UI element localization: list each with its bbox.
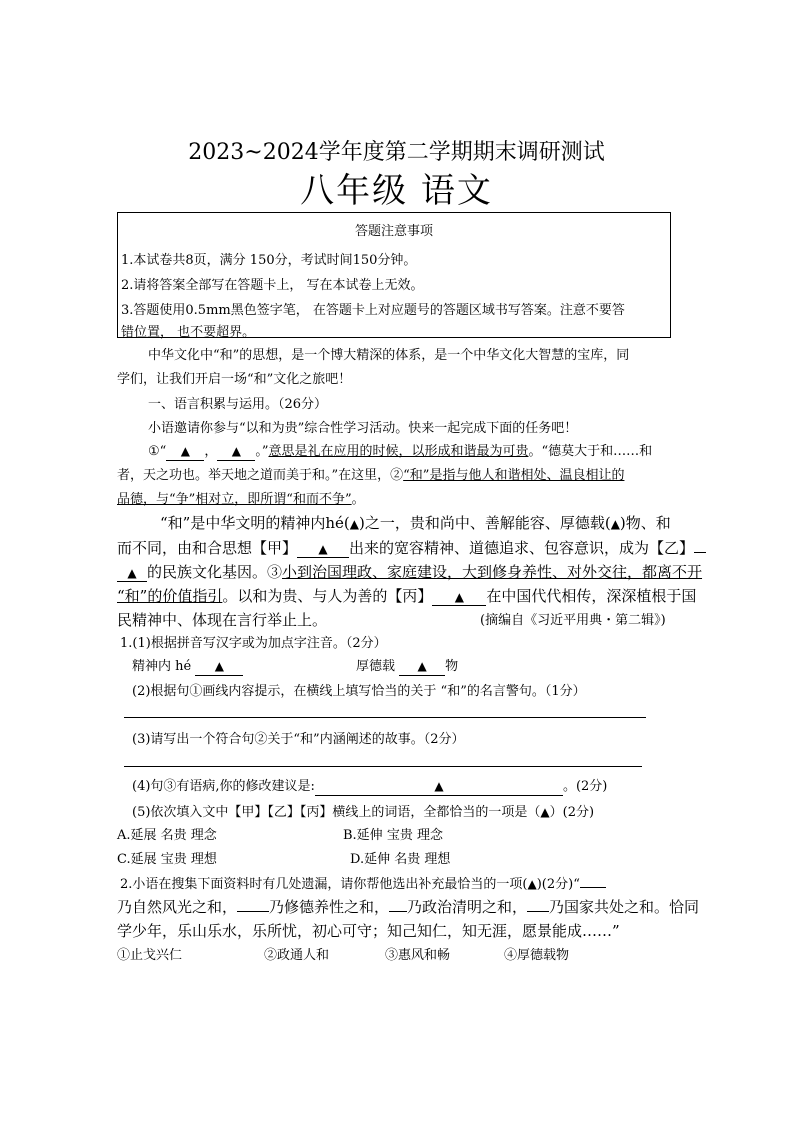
triangle-mark: ▲ xyxy=(434,779,444,793)
intro-line-2: 学们，让我们开启一场“和”文化之旅吧！ xyxy=(117,372,352,387)
q2-option-4: ④厚德载物 xyxy=(504,948,570,963)
passage2-line-5 xyxy=(117,609,327,631)
answer-line xyxy=(124,717,646,718)
text: 精神内 hé xyxy=(132,659,192,674)
q2-line-3: 学少年，乐山乐水，乐所忧，初心可守；知己知仁，知无涯，愿景能成……” xyxy=(117,922,620,940)
q1-part-5 xyxy=(132,802,594,823)
underlined-text: 意思是礼在应用的时候，以形成和谐最为可贵 xyxy=(268,444,529,459)
text: )(2分)“ xyxy=(536,877,580,892)
q1-fill-b xyxy=(356,657,458,677)
answer-line xyxy=(124,766,642,767)
answer-blank xyxy=(237,911,269,912)
text: 乃修德养性之和， xyxy=(269,898,390,916)
triangle-mark: ▲ xyxy=(417,659,427,673)
text: 在中国代代相传，深深植根于国 xyxy=(486,587,697,605)
text: 。“德莫大于和……和 xyxy=(528,444,653,459)
triangle-mark: ▲ xyxy=(454,590,464,604)
exam-subtitle: 八年级 语文 xyxy=(300,171,493,211)
q2-option-3: ③惠风和畅 xyxy=(385,948,451,963)
triangle-mark: ▲ xyxy=(214,659,224,673)
q1-fill-a xyxy=(132,657,243,677)
answer-blank xyxy=(217,443,255,461)
passage2-line-2 xyxy=(117,537,706,559)
passage2-line-1 xyxy=(160,512,671,535)
text: 者，天之功也。举天地之道而美于和。”在这里，② xyxy=(117,468,404,483)
notice-box xyxy=(117,212,671,338)
notice-item-3-cont: 错位置， 也不要超界。 xyxy=(121,325,256,340)
text: (4)句③有语病,你的修改建议是: xyxy=(132,779,315,794)
passage1-line-1 xyxy=(148,442,652,462)
text: 。以和为贵、与人为善的【丙】 xyxy=(222,587,433,605)
text: ）(2分) xyxy=(549,805,595,820)
text: )之一，贵和尚中、善解能容、厚德载( xyxy=(358,514,611,532)
intro-line-1: 中华文化中“和”的思想，是一个博大精深的体系，是一个中华文化大智慧的宝库，同 xyxy=(148,348,630,363)
text: 乃政治清明之和， xyxy=(407,898,528,916)
text: 物 xyxy=(445,659,459,674)
notice-item-3: 3.答题使用0.5mm黑色签字笔， 在答题卡上对应题号的答题区域书写答案。注意不要答 xyxy=(121,303,625,318)
q1-option-d: D.延伸 名贵 理想 xyxy=(350,852,451,867)
answer-blank xyxy=(389,911,407,912)
text: (5)依次填入文中【甲】【乙】【丙】横线上的词语，全都恰当的一项是（ xyxy=(132,805,541,820)
answer-blank-yi-start xyxy=(694,552,706,553)
q2-option-1: ①止戈兴仁 xyxy=(117,948,183,963)
q2-line-2 xyxy=(117,896,699,918)
q1-stem: 1.(1)根据拼音写汉字或为加点字注音。（2分） xyxy=(120,636,387,651)
text: ①“ xyxy=(148,444,167,459)
answer-blank xyxy=(580,887,606,888)
triangle-mark: ▲ xyxy=(231,444,241,458)
answer-blank xyxy=(399,658,445,676)
q1-part-4 xyxy=(132,777,607,797)
q1-option-c: C.延展 宝贵 理想 xyxy=(117,852,217,867)
triangle-mark: ▲ xyxy=(349,517,359,531)
section-1-heading: 一、语言积累与运用。（26分） xyxy=(148,397,328,412)
text: 的民族文化基因。③ xyxy=(147,563,283,581)
triangle-mark: ▲ xyxy=(318,542,328,556)
answer-blank xyxy=(527,911,549,912)
passage2-source: (摘编自《习近平用典・第二辑》) xyxy=(480,613,666,628)
triangle-mark: ▲ xyxy=(127,566,137,580)
text: 乃国家共处之和。恰同 xyxy=(549,898,700,916)
section-1-task: 小语邀请你参与“以和为贵”综合性学习活动。快来一起完成下面的任务吧！ xyxy=(148,421,578,436)
underlined-text: 品德，与“争”相对立，即所谓“和而不争” xyxy=(117,492,352,507)
underlined-text: “和”的价值指引 xyxy=(117,587,223,605)
text: “和”是中华文明的精神内hé( xyxy=(160,514,350,532)
text: 。 xyxy=(351,492,365,507)
text: 。” xyxy=(255,444,269,459)
text: 。(2分) xyxy=(562,779,608,794)
notice-item-2: 2.请将答案全部写在答题卡上， 写在本试卷上无效。 xyxy=(121,278,424,293)
passage1-line-3 xyxy=(117,490,365,510)
q1-option-a: A.延展 名贵 理念 xyxy=(117,828,217,843)
answer-blank xyxy=(315,778,563,796)
text: 乃自然风光之和， xyxy=(117,898,238,916)
underlined-text: “和”是指与他人和谐相处、温良相让的 xyxy=(403,468,625,483)
underlined-text: 小到治国理政、家庭建设，大到修身养性、对外交往，都离不开 xyxy=(282,563,703,581)
q1-part-3: (3)请写出一个符合句②关于“和”内涵阐述的故事。（2分） xyxy=(132,732,465,747)
passage2-line-4 xyxy=(117,585,696,607)
passage2-line-3 xyxy=(117,561,702,583)
triangle-mark: ▲ xyxy=(180,444,190,458)
text: 而不同，由和合思想【甲】 xyxy=(117,539,298,557)
answer-blank xyxy=(195,658,243,676)
triangle-mark: ▲ xyxy=(610,517,620,531)
notice-heading: 答题注意事项 xyxy=(354,224,433,239)
passage1-line-2 xyxy=(117,466,624,486)
text: 2.小语在搜集下面资料时有几处遗漏，请你帮他选出补充最恰当的一项( xyxy=(120,877,528,892)
notice-item-1: 1.本试卷共8页，满分 150分，考试时间150分钟。 xyxy=(121,253,417,268)
answer-blank-jia xyxy=(297,540,349,558)
text: )物、和 xyxy=(619,514,671,532)
text: 厚德载 xyxy=(356,659,396,674)
triangle-mark: ▲ xyxy=(527,877,537,891)
text: 出来的宽容精神、道德追求、包容意识，成为【乙】 xyxy=(349,539,695,557)
answer-blank xyxy=(166,443,204,461)
q2-line-1 xyxy=(120,874,606,895)
exam-title: 2023~2024学年度第二学期期末调研测试 xyxy=(188,140,605,165)
text: ， xyxy=(204,444,218,459)
q1-part-2: (2)根据句①画线内容提示，在横线上填写恰当的关于 “和”的名言警句。（1分） xyxy=(132,684,586,699)
triangle-mark: ▲ xyxy=(540,805,550,819)
answer-blank-yi xyxy=(117,564,147,582)
text: 民精神中、体现在言行举止上。 xyxy=(117,611,328,629)
q2-option-2: ②政通人和 xyxy=(264,948,330,963)
q1-option-b: B.延伸 宝贵 理念 xyxy=(343,828,443,843)
answer-blank-bing xyxy=(432,588,486,606)
